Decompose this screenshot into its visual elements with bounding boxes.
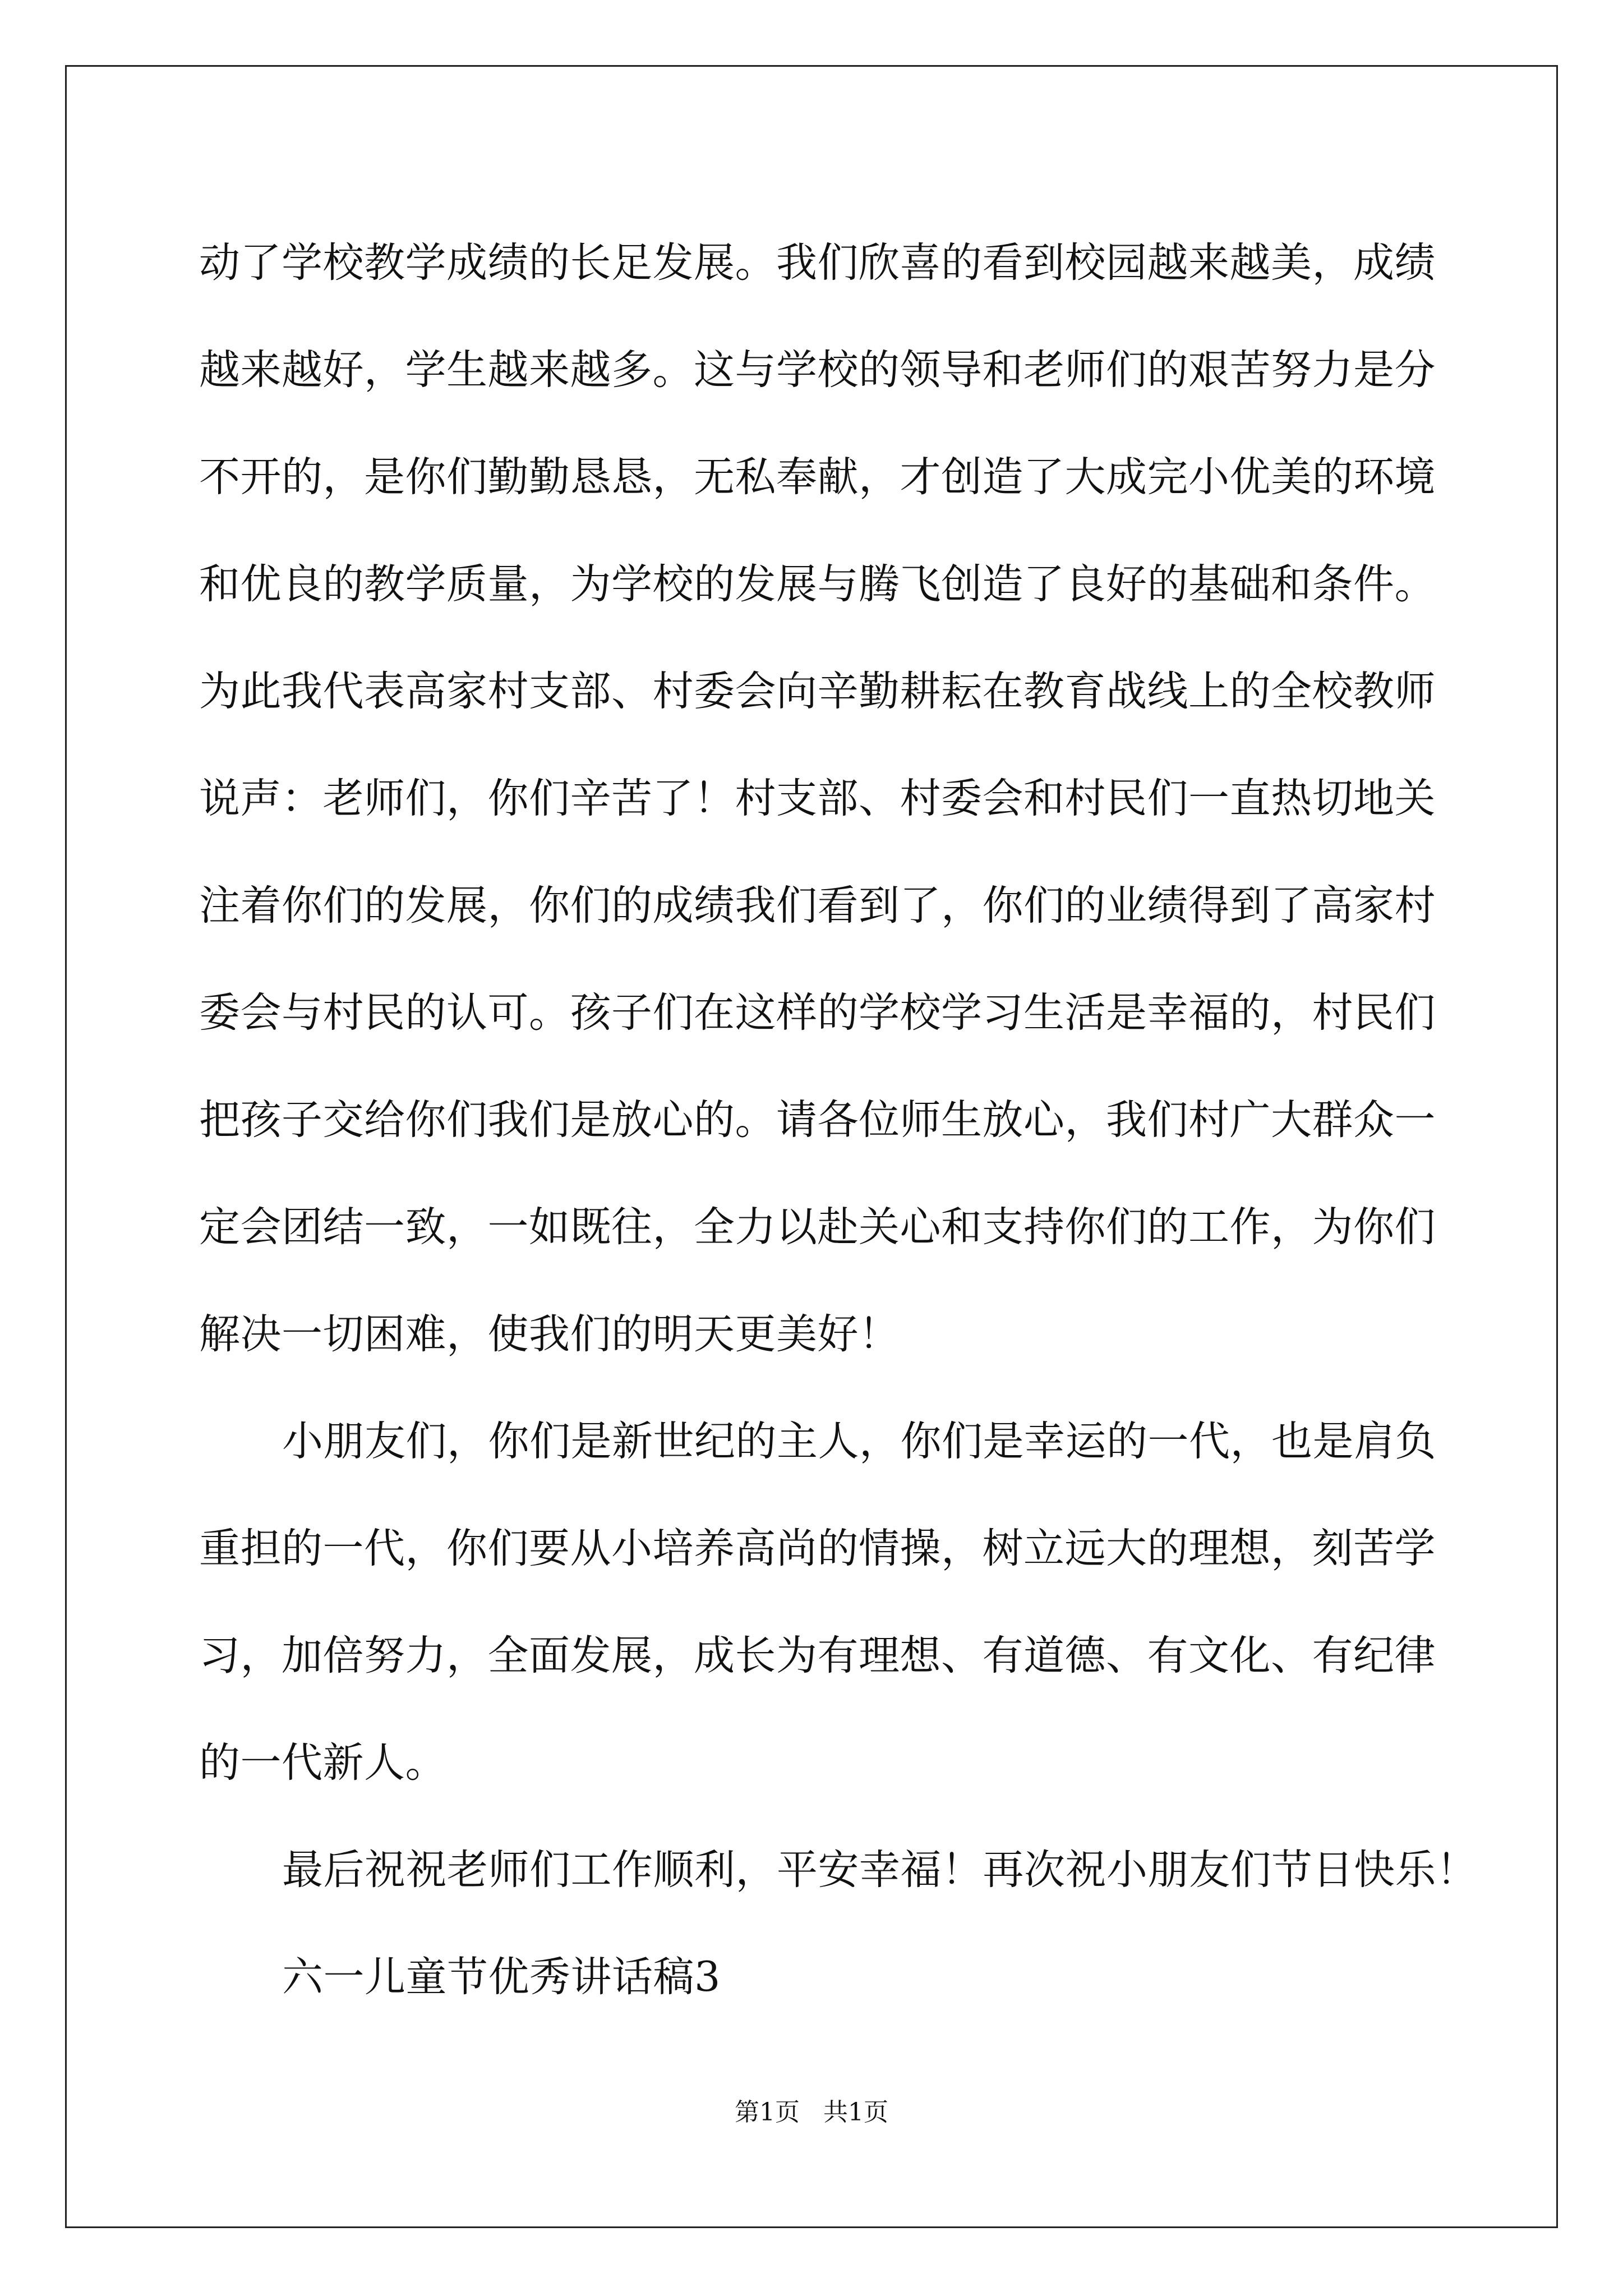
text-line: 定会团结一致，一如既往，全力以赴关心和支持你们的工作，为你们 (199, 1203, 1436, 1251)
text-line: 最后祝祝老师们工作顺利，平安幸福！再次祝小朋友们节日快乐！ (282, 1846, 1478, 1894)
page-number-footer: 第1页 共1页 (735, 2098, 888, 2127)
text-line: 不开的，是你们勤勤恳恳，无私奉献，才创造了大成完小优美的环境 (199, 453, 1436, 501)
section-heading: 六一儿童节优秀讲话稿3 (282, 1953, 721, 2001)
text-line: 动了学校教学成绩的长足发展。我们欣喜的看到校园越来越美，成绩 (199, 239, 1436, 287)
text-line: 委会与村民的认可。孩子们在这样的学校学习生活是幸福的，村民们 (199, 989, 1436, 1037)
text-line: 注着你们的发展，你们的成绩我们看到了，你们的业绩得到了高家村 (199, 882, 1436, 930)
text-line: 习，加倍努力，全面发展，成长为有理想、有道德、有文化、有纪律 (199, 1632, 1436, 1680)
text-line: 重担的一代，你们要从小培养高尚的情操，树立远大的理想，刻苦学 (199, 1525, 1436, 1572)
document-body (199, 209, 1478, 2031)
text-line: 解决一切困难，使我们的明天更美好！ (199, 1310, 900, 1358)
text-line: 越来越好，学生越来越多。这与学校的领导和老师们的艰苦努力是分 (199, 346, 1436, 394)
text-line: 说声：老师们，你们辛苦了！村支部、村委会和村民们一直热切地关 (199, 775, 1436, 822)
text-line: 小朋友们，你们是新世纪的主人，你们是幸运的一代，也是肩负 (282, 1418, 1436, 1465)
text-line: 的一代新人。 (199, 1739, 446, 1787)
text-line: 为此我代表高家村支部、村委会向辛勤耕耘在教育战线上的全校教师 (199, 668, 1436, 715)
text-line: 把孩子交给你们我们是放心的。请各位师生放心，我们村广大群众一 (199, 1096, 1436, 1144)
text-line: 和优良的教学质量，为学校的发展与腾飞创造了良好的基础和条件。 (199, 560, 1436, 608)
